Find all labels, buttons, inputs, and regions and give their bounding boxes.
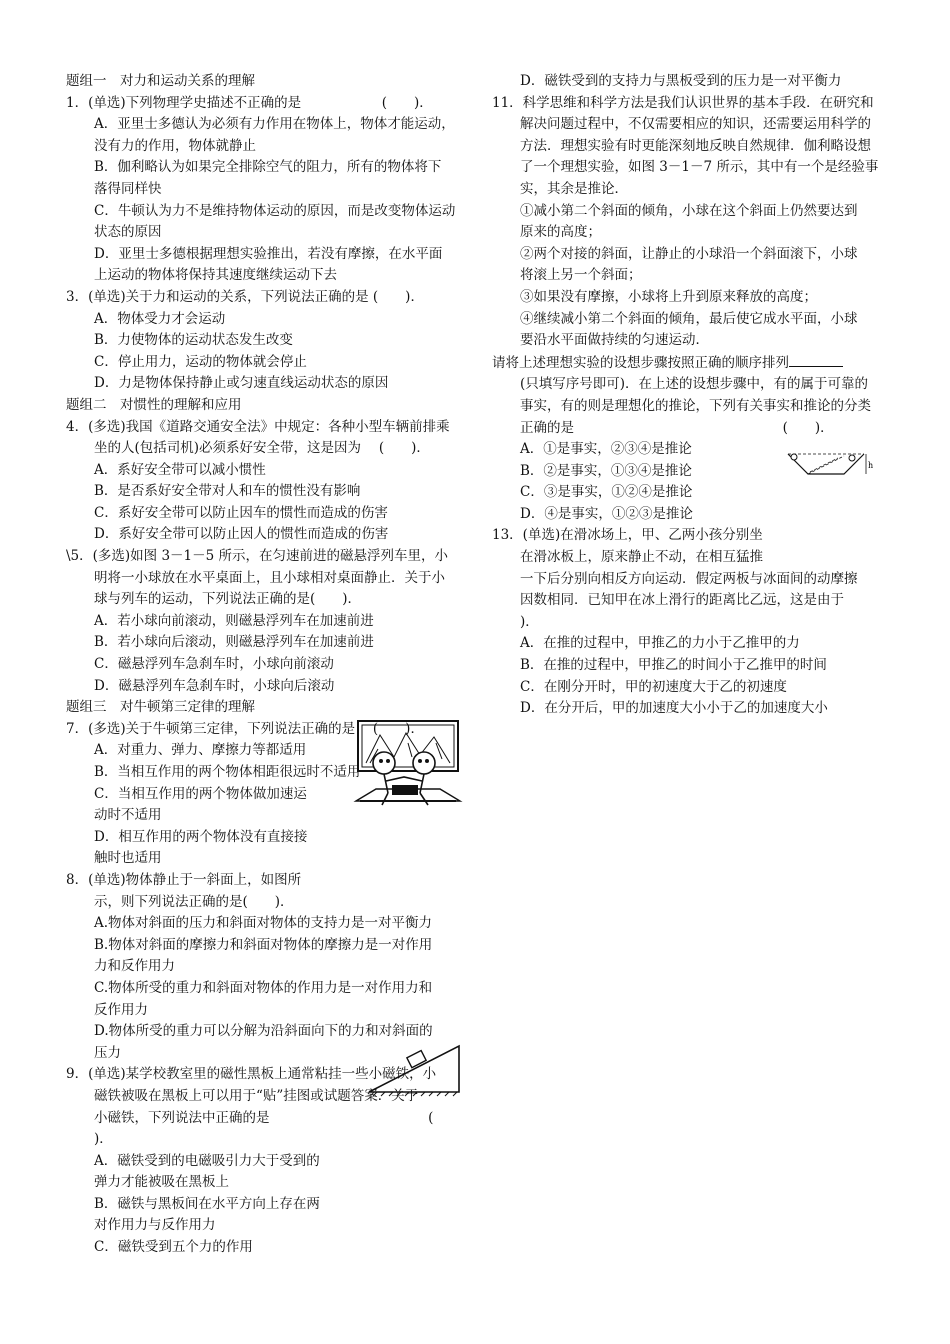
q4-option-a: A．系好安全带可以减小惯性 <box>94 461 266 478</box>
q1-option-d: D．亚里士多德根据理想实验推出，若没有摩擦，在水平面 <box>94 245 443 262</box>
incline-block-diagram <box>365 1042 463 1098</box>
right-column <box>492 71 884 720</box>
q8-option-b-cont: 力和反作用力 <box>94 958 175 975</box>
q13-stem-3: 一下后分别向相反方向运动．假定两板与冰面间的动摩擦 <box>520 570 858 587</box>
q5-option-a: A．若小球向前滚动，则磁悬浮列车在加速前进 <box>94 612 374 629</box>
q13-stem-1: 13．(单选)在滑冰场上，甲、乙两小孩分别坐 <box>492 527 763 544</box>
q9-stem-3: 小磁铁，下列说法中正确的是 <box>94 1109 270 1126</box>
group-1-heading: 题组一 对力和运动关系的理解 <box>66 73 255 89</box>
q9-option-a: A．磁铁受到的电磁吸引力大于受到的 <box>94 1152 320 1169</box>
q13-option-c: C．在刚分开时，甲的初速度大于乙的初速度 <box>520 678 787 695</box>
q5-option-b: B．若小球向后滚动，则磁悬浮列车在加速前进 <box>94 634 374 651</box>
q11-option-c: C．③是事实，①②④是推论 <box>520 484 693 501</box>
q8-option-a: A.物体对斜面的压力和斜面对物体的支持力是一对平衡力 <box>94 915 433 932</box>
q3-option-c: C．停止用力，运动的物体就会停止 <box>94 353 307 370</box>
q5-stem-2: 明将一小球放在水平桌面上，且小球相对桌面静止．关于小 <box>94 569 445 586</box>
question-13 <box>492 525 884 719</box>
question-3 <box>66 287 464 395</box>
q8-option-d-cont: 压力 <box>94 1044 121 1061</box>
q7-option-b: B．当相互作用的两个物体相距很远时不适用 <box>94 764 361 780</box>
q9-stem-2: 磁铁被吸在黑板上可以用于“贴”挂图或试题答案．关于 <box>94 1087 419 1104</box>
q11-option-a: A．①是事实，②③④是推论 <box>520 441 692 458</box>
q11-step-2: ②两个对接的斜面，让静止的小球沿一个斜面滚下，小球 <box>520 245 858 262</box>
q13-stem-2: 在滑冰板上，原来静止不动，在相互猛推 <box>520 549 763 566</box>
question-4 <box>66 417 464 547</box>
q11-step-4-cont: 要沿水平面做持续的匀速运动． <box>520 332 709 349</box>
q7-option-a: A．对重力、弹力、摩擦力等都适用 <box>94 742 307 759</box>
q13-option-b: B．在推的过程中，甲推乙的时间小于乙推甲的时间 <box>520 657 827 674</box>
q4-stem-1: 4．(多选)我国《道路交通安全法》中规定：各种小型车辆前排乘 <box>66 418 450 435</box>
q11-stem-1: 11．科学思维和科学方法是我们认识世界的基本手段．在研究和 <box>492 94 874 111</box>
q9-option-a-cont: 弹力才能被吸在黑板上 <box>94 1174 229 1191</box>
q9-paren-open: ( <box>428 1109 434 1126</box>
q9-stem-1: 9．(单选)某学校教室里的磁性黑板上通常粘挂一些小磁铁，小 <box>66 1066 437 1083</box>
q5-option-d: D．磁悬浮列车急刹车时，小球向后滚动 <box>94 677 335 694</box>
q3-option-d: D．力是物体保持静止或匀速直线运动状态的原因 <box>94 375 389 392</box>
q1-option-a: A．亚里士多德认为必须有力作用在物体上，物体才能运动， <box>94 116 455 133</box>
answer-blank[interactable] <box>789 352 843 367</box>
q11-stem-5: 实，其余是推论． <box>520 180 628 197</box>
q11-stem-3: 方法．理想实验有时更能深刻地反映自然规律．伽利略设想 <box>520 137 871 154</box>
q8-stem-2: 示，则下列说法正确的是( )． <box>94 893 294 910</box>
q1-option-b: B．伽利略认为如果完全排除空气的阻力，所有的物体将下 <box>94 159 442 176</box>
q4-option-c: C．系好安全带可以防止因车的惯性而造成的伤害 <box>94 504 388 521</box>
q11-step-4: ④继续减小第二个斜面的倾角，最后使它成水平面，小球 <box>520 310 858 327</box>
question-8 <box>66 870 464 1064</box>
ramp-ball-diagram <box>786 450 872 486</box>
q5-stem-1: \5．(多选)如图 3－1－5 所示，在匀速前进的磁悬浮列车里，小 <box>66 548 449 565</box>
q11-option-d: D．④是事实，①②③是推论 <box>520 505 693 522</box>
q9-option-d: D．磁铁受到的支持力与黑板受到的压力是一对平衡力 <box>520 73 842 89</box>
q11-stem-4: 了一个理想实验，如图 3－1－7 所示，其中有一个是经验事 <box>520 159 879 176</box>
q11-stem-2: 解决问题过程中，不仅需要相应的知识，还需要运用科学的 <box>520 116 871 133</box>
q7-option-c: C．当相互作用的两个物体做加速运 <box>94 785 307 802</box>
q13-option-a: A．在推的过程中，甲推乙的力小于乙推甲的力 <box>520 635 800 652</box>
q4-option-d: D．系好安全带可以防止因人的惯性而造成的伤害 <box>94 526 389 543</box>
q7-option-d-cont: 触时也适用 <box>94 850 162 867</box>
group-3-heading: 题组三 对牛顿第三定律的理解 <box>66 699 255 716</box>
q3-option-a: A．物体受力才会运动 <box>94 310 226 327</box>
q8-option-c-cont: 反作用力 <box>94 1001 148 1018</box>
q9-stem-4: )． <box>94 1131 113 1148</box>
q8-option-d: D.物体所受的重力可以分解为沿斜面向下的力和对斜面的 <box>94 1023 433 1040</box>
cartoon-figures-illustration <box>348 713 468 813</box>
q9-option-b-cont: 对作用力与反作用力 <box>94 1217 216 1234</box>
q4-stem-2: 坐的人(包括司机)必须系好安全带，这是因为 ( )． <box>94 440 430 457</box>
q13-stem-5: )． <box>520 613 539 630</box>
q11-step-1: ①减小第二个斜面的倾角，小球在这个斜面上仍然要达到 <box>520 202 858 219</box>
q11-step-3: ③如果没有摩擦，小球将上升到原来释放的高度； <box>520 288 817 305</box>
q8-stem-1: 8．(单选)物体静止于一斜面上，如图所 <box>66 871 302 888</box>
q11-step-2-cont: 将滚上另一个斜面； <box>520 267 642 284</box>
q7-option-c-cont: 动时不适用 <box>94 807 162 824</box>
q1-paren: ( )． <box>381 94 433 111</box>
q13-option-d: D．在分开后，甲的加速度大小小于乙的加速度大小 <box>520 700 828 717</box>
q13-stem-4: 因数相同．已知甲在冰上滑行的距离比乙远，这是由于 <box>520 592 844 609</box>
q9-option-b: B．磁铁与黑板间在水平方向上存在两 <box>94 1195 320 1212</box>
q11-step-1-cont: 原来的高度； <box>520 224 601 241</box>
q5-stem-3: 球与列车的运动，下列说法正确的是( )． <box>94 591 362 608</box>
q11-ask-2: (只填写序号即可)．在上述的设想步骤中，有的属于可靠的 <box>520 376 869 393</box>
q5-option-c: C．磁悬浮列车急刹车时，小球向前滚动 <box>94 656 334 673</box>
group-2-heading: 题组二 对惯性的理解和应用 <box>66 396 242 413</box>
q11-ask-1: 请将上述理想实验的设想步骤按照正确的顺序排列 <box>492 354 789 371</box>
q8-option-b: B.物体对斜面的摩擦力和斜面对物体的摩擦力是一对作用 <box>94 936 433 953</box>
q1-option-c-cont: 状态的原因 <box>94 224 162 241</box>
q11-paren: ( )． <box>782 419 834 436</box>
question-1 <box>66 93 464 287</box>
q11-ask-3: 事实，有的则是理想化的推论，下列有关事实和推论的分类 <box>520 397 871 414</box>
q1-option-b-cont: 落得同样快 <box>94 180 162 197</box>
q4-option-b: B．是否系好安全带对人和车的惯性没有影响 <box>94 483 361 500</box>
question-5 <box>66 546 464 697</box>
q8-option-c: C.物体所受的重力和斜面对物体的作用力是一对作用力和 <box>94 979 433 996</box>
height-label: h <box>868 461 874 470</box>
q11-ask-4: 正确的是 <box>520 419 574 436</box>
q3-stem: 3．(单选)关于力和运动的关系，下列说法正确的是 ( )． <box>66 288 424 305</box>
q7-stem: 7．(多选)关于牛顿第三定律，下列说法正确的是 ( )． <box>66 720 424 737</box>
q11-option-b: B．②是事实，①③④是推论 <box>520 462 692 479</box>
q3-option-b: B．力使物体的运动状态发生改变 <box>94 332 293 349</box>
q1-option-a-cont: 没有力的作用，物体就静止 <box>94 137 256 154</box>
q1-stem: 1．(单选)下列物理学史描述不正确的是 <box>66 94 302 111</box>
q1-option-d-cont: 上运动的物体将保持其速度继续运动下去 <box>94 267 337 284</box>
q7-option-d: D．相互作用的两个物体没有直接接 <box>94 828 308 845</box>
q1-option-c: C．牛顿认为力不是维持物体运动的原因，而是改变物体运动 <box>94 202 456 219</box>
q9-option-c: C．磁铁受到五个力的作用 <box>94 1239 253 1256</box>
